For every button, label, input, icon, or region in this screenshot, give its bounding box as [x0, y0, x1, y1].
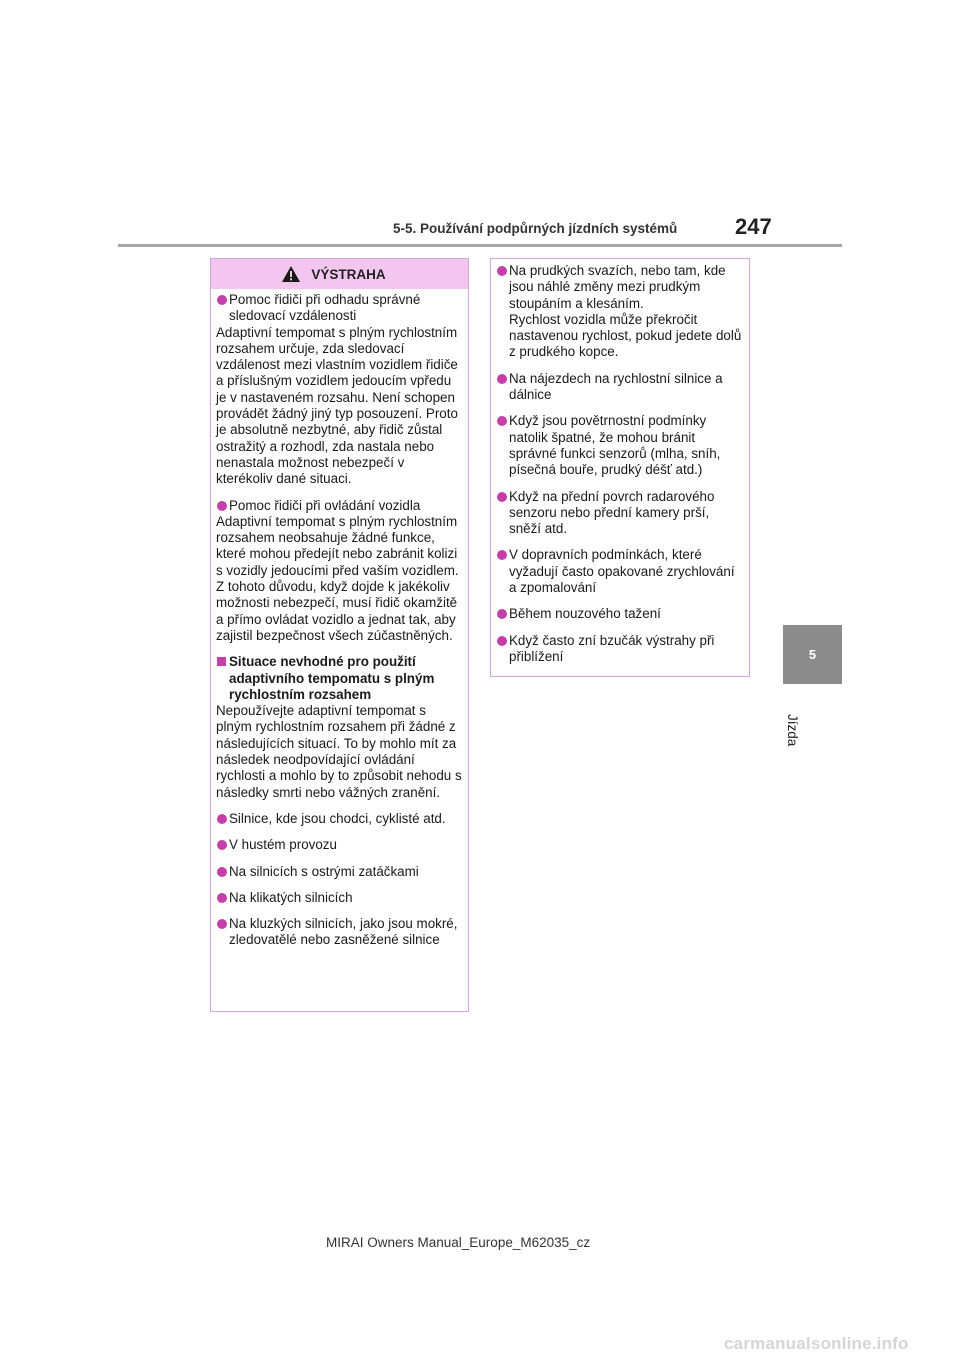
list-item: Když jsou povětrnostní podmínky natolik špatné, že mohou bránit správné funkci senzorů (mlha, sníh, písečná bouře, prudký déšť atd.)	[496, 413, 744, 478]
header-divider	[118, 244, 842, 247]
section-title: 5-5. Používání podpůrných jízdních systémů	[393, 221, 678, 236]
footer-text: MIRAI Owners Manual_Europe_M62035_cz	[326, 1235, 591, 1250]
list-item: Silnice, kde jsou chodci, cyklisté atd.	[216, 811, 463, 827]
list-item: Na kluzkých silnicích, jako jsou mokré, zledovatělé nebo zasněžené silnice	[216, 916, 463, 949]
chapter-number: 5	[808, 647, 817, 662]
warning-title: VÝSTRAHA	[311, 266, 386, 282]
warning-box-right	[490, 258, 750, 677]
chapter-label: Jízda	[785, 714, 800, 747]
warning-triangle-icon	[281, 265, 301, 283]
warning-box-left	[210, 258, 469, 1012]
list-item: V dopravních podmínkách, které vyžadují často opakované zrychlování a zpomalování	[496, 547, 744, 596]
bullet-text: Adaptivní tempomat s plným rychlostním rozsahem určuje, zda sledovací vzdálenost mezi vlastním vozidlem řidiče a příslušným vozidlem jedoucím vpředu je v nastaveném rozsahu. Není schopen provádět žádný jiný typ posouzení. Proto je absolutně nezbytné, aby řidič zůstal ostražitý a rozhodl, zda nastala nebo nenastala možnost nebezpečí v kterékoliv dané situaci.	[216, 324, 458, 487]
situations-heading: Situace nevhodné pro použití adaptivního tempomatu s plným rychlostním rozsahem	[216, 654, 463, 703]
list-item: Na nájezdech na rychlostní silnice a dálnice	[496, 371, 744, 404]
list-item: Na klikatých silnicích	[216, 890, 463, 906]
chapter-tab	[783, 625, 842, 684]
bullet-text: Adaptivní tempomat s plným rychlostním rozsahem neobsahuje žádné funkce, které mohou předejít nebo zabránit kolizi s vozidly jedoucími před vaším vozidlem. Z tohoto důvodu, když dojde k jakékoliv možnosti nebezpečí, musí řidič okamžitě a přímo ovládat vozidlo a jednat tak, aby zajistil bezpečnost všech zúčastněných.	[216, 513, 459, 643]
list-item: Během nouzového tažení	[496, 606, 744, 622]
list-item: Když často zní bzučák výstrahy při přiblížení	[496, 633, 744, 666]
list-item: Na prudkých svazích, nebo tam, kde jsou náhlé změny mezi prudkým stoupáním a klesáním.	[496, 263, 744, 312]
list-item: V hustém provozu	[216, 837, 463, 853]
warning-header	[211, 259, 468, 289]
bullet-title: Pomoc řidiči při odhadu správné sledovací vzdálenosti	[216, 292, 463, 325]
bullet-title: Pomoc řidiči při ovládání vozidla	[216, 498, 463, 514]
page-number: 247	[735, 214, 772, 239]
watermark: carmanualsonline.info	[724, 1334, 909, 1353]
warning-body-right	[491, 259, 749, 665]
list-item: Když na přední povrch radarového senzoru nebo přední kamery prší, sněží atd.	[496, 489, 744, 538]
list-item-note: Rychlost vozidla může překročit nastavenou rychlost, pokud jedete dolů z prudkého kopce.	[509, 311, 742, 360]
list-item: Na silnicích s ostrými zatáčkami	[216, 864, 463, 880]
situations-text: Nepoužívejte adaptivní tempomat s plným rychlostním rozsahem při žádné z následujících situací. To by mohlo mít za následek neodpovídající ovládání rychlosti a mohlo by to způsobit nehodu s následky smrti nebo vážných zranění.	[216, 703, 462, 800]
warning-body-left	[211, 289, 468, 949]
